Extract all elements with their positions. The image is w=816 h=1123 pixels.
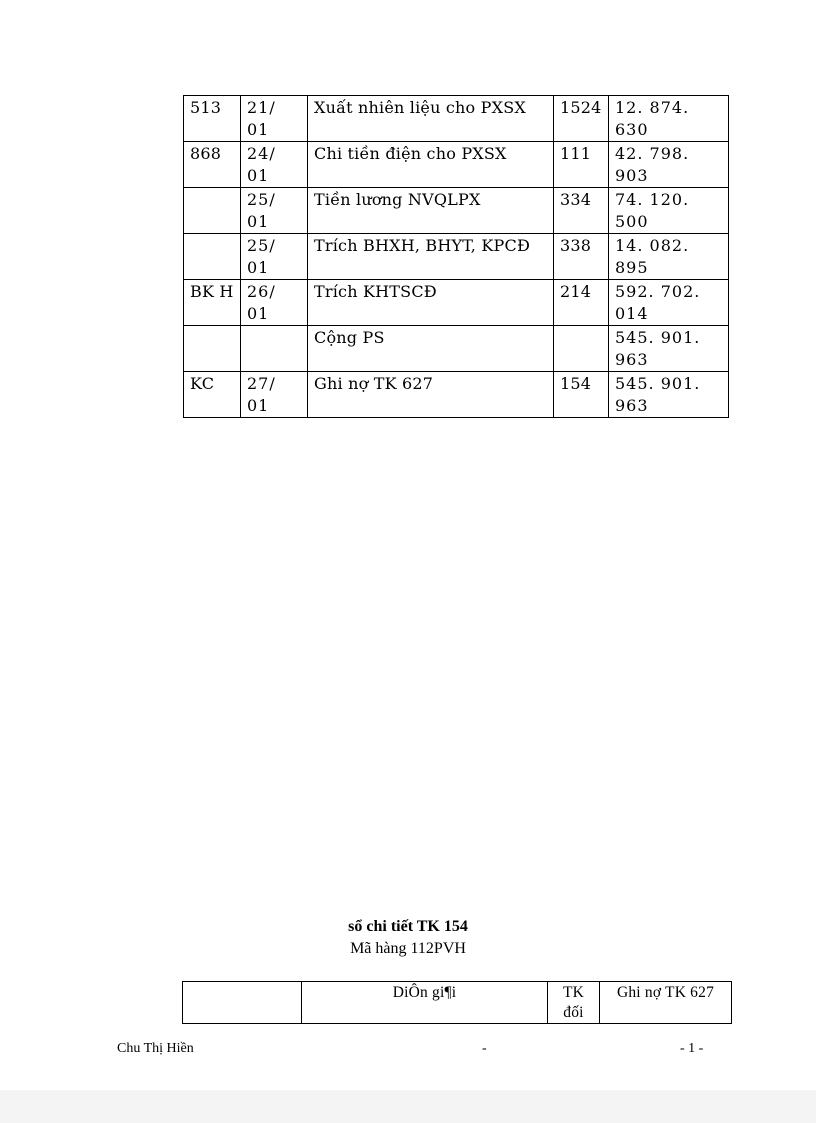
cell-ref: BK H	[184, 280, 241, 326]
table-row	[184, 372, 729, 418]
cell-date: 21/ 01	[241, 96, 308, 142]
table-row	[184, 142, 729, 188]
cell-account: 154	[554, 372, 609, 418]
ledger-table	[183, 95, 729, 418]
cell-ref	[184, 188, 241, 234]
cell-ref: 868	[184, 142, 241, 188]
header-table	[182, 981, 732, 1024]
header-row	[183, 982, 732, 1024]
document-subtitle: Mã hàng 112PVH	[350, 940, 466, 957]
footer-center: -	[482, 1041, 487, 1056]
cell-description: Trích BHXH, BHYT, KPCĐ	[308, 234, 554, 280]
table-row	[184, 280, 729, 326]
header-cell-blank	[183, 982, 302, 1024]
cell-date	[241, 326, 308, 372]
cell-ref	[184, 326, 241, 372]
table-row	[184, 326, 729, 372]
cell-account: 338	[554, 234, 609, 280]
footer-page-number: - 1 -	[680, 1041, 704, 1056]
table-row	[184, 188, 729, 234]
cell-description: Cộng PS	[308, 326, 554, 372]
cell-amount: 14. 082. 895	[609, 234, 729, 280]
cell-description: Tiền lương NVQLPX	[308, 188, 554, 234]
ledger-body	[184, 96, 729, 418]
cell-amount: 545. 901. 963	[609, 326, 729, 372]
document-title: sổ chi tiết TK 154	[348, 918, 468, 935]
cell-amount: 545. 901. 963	[609, 372, 729, 418]
cell-date: 25/ 01	[241, 188, 308, 234]
cell-amount: 12. 874. 630	[609, 96, 729, 142]
header-cell-description: DiÔn gi¶i	[302, 982, 548, 1024]
header-cell-counter-account: TK đối	[548, 982, 600, 1024]
cell-ref: KC	[184, 372, 241, 418]
cell-ref: 513	[184, 96, 241, 142]
cell-description: Chi tiền điện cho PXSX	[308, 142, 554, 188]
cell-account: 214	[554, 280, 609, 326]
cell-description: Ghi nợ TK 627	[308, 372, 554, 418]
cell-amount: 74. 120. 500	[609, 188, 729, 234]
cell-account: 334	[554, 188, 609, 234]
cell-amount: 42. 798. 903	[609, 142, 729, 188]
cell-date: 25/ 01	[241, 234, 308, 280]
cell-account: 1524	[554, 96, 609, 142]
cell-date: 24/ 01	[241, 142, 308, 188]
cell-ref	[184, 234, 241, 280]
cell-date: 26/ 01	[241, 280, 308, 326]
cell-account	[554, 326, 609, 372]
page-bottom-margin	[0, 1090, 816, 1123]
header-cell-debit: Ghi nợ TK 627	[600, 982, 732, 1024]
cell-date: 27/ 01	[241, 372, 308, 418]
cell-description: Trích KHTSCĐ	[308, 280, 554, 326]
cell-amount: 592. 702. 014	[609, 280, 729, 326]
cell-account: 111	[554, 142, 609, 188]
footer-author: Chu Thị Hiền	[117, 1041, 194, 1056]
cell-description: Xuất nhiên liệu cho PXSX	[308, 96, 554, 142]
table-row	[184, 234, 729, 280]
table-row	[184, 96, 729, 142]
